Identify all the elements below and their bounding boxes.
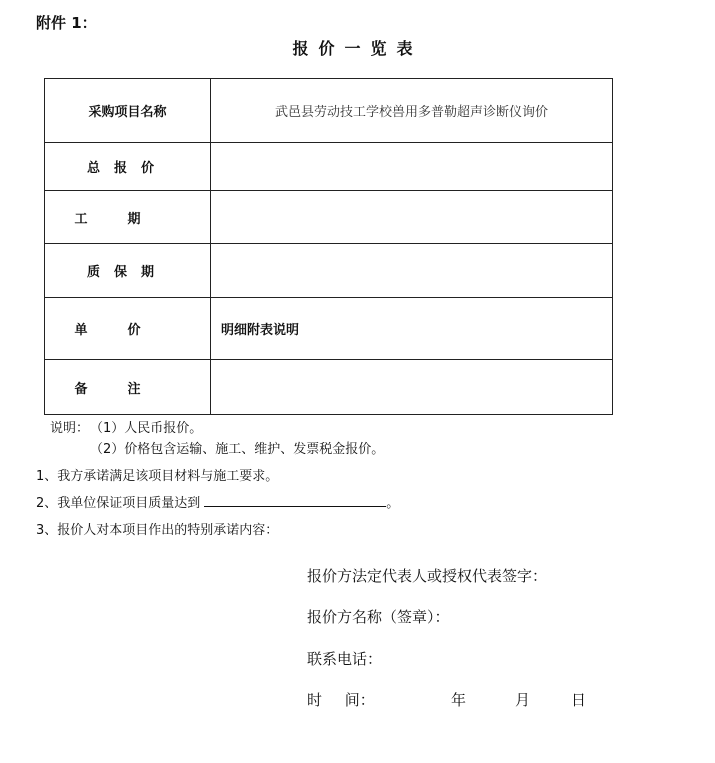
signature-rep: 报价方法定代表人或授权代表签字：	[307, 567, 548, 585]
row-label-warranty	[45, 244, 211, 298]
total-price-value[interactable]	[211, 143, 613, 191]
attachment-label: 附件 1：	[36, 14, 97, 32]
note-item-2: （2）价格包含运输、施工、维护、发票税金报价。	[90, 442, 385, 457]
quality-level-blank[interactable]	[204, 493, 386, 507]
row-label-project-name	[45, 79, 211, 143]
table-row	[45, 143, 613, 191]
cell-label-text: 工期	[74, 211, 181, 227]
row-label-unit-price	[45, 298, 211, 360]
signature-company-name: 报价方名称（签章）：	[307, 608, 450, 626]
commitment-1: 1、我方承诺满足该项目材料与施工要求。	[36, 469, 279, 484]
date-month: 月	[515, 691, 531, 709]
table-row	[45, 360, 613, 415]
project-name-value: 武邑县劳动技工学校兽用多普勒超声诊断仪询价	[211, 79, 613, 143]
signature-phone: 联系电话：	[307, 650, 383, 668]
table-row	[45, 244, 613, 298]
cell-label-text: 备注	[74, 381, 181, 397]
cell-label-text: 总报价	[86, 161, 168, 176]
note-item-1: （1）人民币报价。	[90, 421, 203, 436]
commitment-2	[36, 492, 399, 511]
remarks-value[interactable]	[211, 360, 613, 415]
table-row	[45, 79, 613, 143]
commitment-3: 3、报价人对本项目作出的特别承诺内容：	[36, 523, 279, 538]
date-day: 日	[571, 691, 587, 709]
signature-time-label: 时 间：	[307, 691, 375, 709]
row-label-remarks	[45, 360, 211, 415]
warranty-value[interactable]	[211, 244, 613, 298]
row-label-duration	[45, 191, 211, 244]
cell-label-text: 采购项目名称	[88, 105, 167, 120]
cell-label-text: 质保期	[86, 265, 168, 280]
duration-value[interactable]	[211, 191, 613, 244]
commitment-2-suffix: 。	[386, 496, 400, 511]
commitment-2-text: 2、我单位保证项目质量达到	[36, 496, 201, 511]
unit-price-value: 明细附表说明	[211, 298, 613, 360]
table-row	[45, 298, 613, 360]
page-title: 报价一览表	[292, 39, 423, 58]
quote-table	[44, 78, 613, 415]
table-row	[45, 191, 613, 244]
cell-label-text: 单价	[74, 323, 181, 338]
date-year: 年	[451, 691, 467, 709]
notes-prefix: 说明：	[50, 421, 90, 436]
row-label-total-price	[45, 143, 211, 191]
